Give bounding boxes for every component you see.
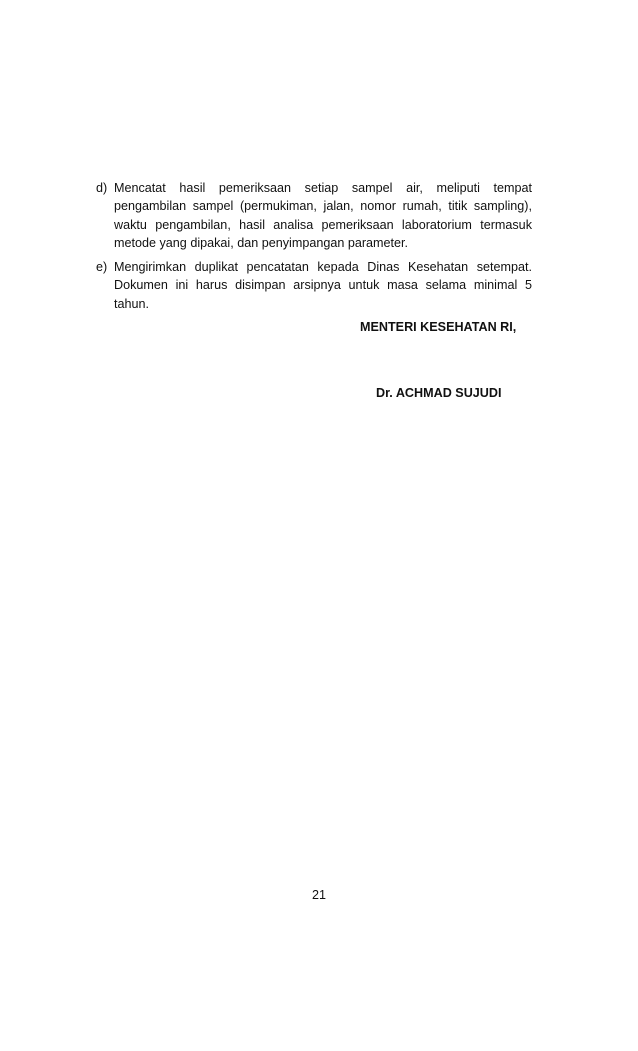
list-item-e [96,258,532,313]
list-marker: e) [96,260,108,275]
signatory-name: Dr. ACHMAD SUJUDI [376,386,502,400]
list-item-text: Mencatat hasil pemeriksaan setiap sampel air, meliputi tempat pengambilan sampel (permukiman, jalan, nomor rumah, titik sampling), waktu pengambilan, hasil analisa pemeriksaan laboratorium termasuk metode yang dipakai, dan penyimpangan parameter. [114,181,532,250]
list-item-text: Mengirimkan duplikat pencatatan kepada Dinas Kesehatan setempat. Dokumen ini harus disimpan arsipnya untuk masa selama minimal 5 tahun. [114,260,532,311]
list-item-d [96,179,532,252]
instruction-list [96,179,532,319]
page-number: 21 [311,888,326,902]
list-marker: d) [96,181,108,195]
signature-title: MENTERI KESEHATAN RI, [360,320,517,334]
